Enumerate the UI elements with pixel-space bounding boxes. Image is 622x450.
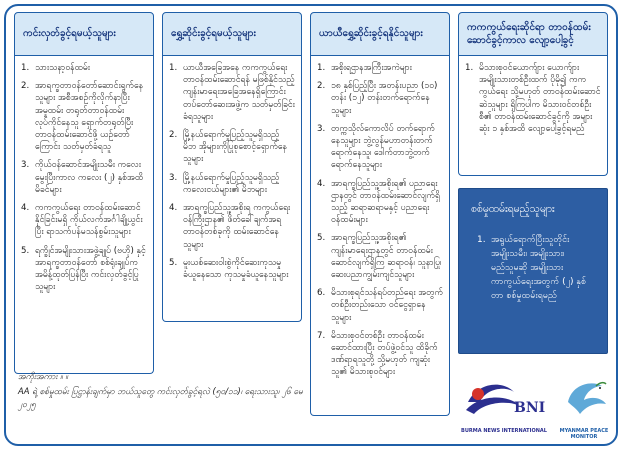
list-item: 7. မိသားစုဝင်တစ်ဦး တာဝန်ထမ်းဆောင်ထားပြီး တပ်ဖွဲ့ဝင်သူ ထိခိုက်ဒဏ်ရာရသူတို့ သို့မဟုတ် ကျဆုံးသူ၏ မိသားစုဝင်များ — [317, 330, 438, 378]
column-header: ကကကွယ်ရေးဆိုင်ရာ တာဝန်ထမ်းဆောင်ခွင့်ကာလ လျော့ပေါ့ခွင့် — [458, 12, 608, 56]
dove-icon — [552, 372, 616, 424]
obligation-item: 1. အရွယ်ရောက်ပြီးသူတိုင်း အမျိုးသမီး၊ အမျိုးသား၊ မည်သူမဆို အမျိုးသားကာကွယ်ရေးအတွက် (၂) နှစ်တာ စစ်မှုထမ်းရမည် — [477, 235, 587, 301]
bni-logo-text: BURMA NEWS INTERNATIONAL — [461, 428, 547, 434]
bni-emblem-icon — [458, 372, 550, 424]
column-header: ရွှေ့ဆိုင်းခွင့်ရမယ့်သူများ — [162, 12, 302, 56]
list-item: 2. မြို့နယ်ရောက်မှုပြည့်သူမရှိသည့် မိဘ အိုများကိုပြုစုစောင့်ရှောက်နေသူများ — [169, 130, 288, 165]
list-item: 2. အာရက္ခတာဝန်တော်ဆောင်းရွက်နေသူများ အစီအစဉ်ကိုလိုက်နာပြီးအမှုထမ်း တရုတ်တာဝန်ထမ်းလုပ်ကိုင်နေသူ ရှောက်တရုတ်ပြီး တာဝန်ထမ်းဆောင်ဖို့ ယဉ်တော်ကြောင်း သတ်မှတ်ခံရသူ — [21, 81, 144, 153]
bni-logo — [458, 372, 550, 436]
column-header: ကင်းလှတ်ခွင့်ရမယ့်သူများ — [14, 12, 154, 56]
list-item: 3. ကိုယ်ဝန်ဆောင်အမျိုးသမီး ကလေးမွေးပြီးကာလ ကလေး (၂) နှစ်အထိ မိခင်များ — [21, 160, 144, 195]
column-exempt — [14, 12, 154, 374]
list-item: 2. ၁၈ နှစ်ပြည့်ပြီး အတန်းပညာ (၁၀) တန်း (၁၂) တန်းတက်ရောက်နေသူများ — [317, 81, 438, 116]
column-temporary-deferral — [310, 12, 450, 416]
mpm-logo — [552, 372, 616, 440]
note-body: AA ရဲ့ စစ်မှုထမ်း ပြဋ္ဌာန်းချက်မှာ ဘယ်သူတွေ ကင်းလှတ်ခွင့်ရလဲ (၅၀/၁၁)၊ ရေးသားသူ၊ ၂၆ မေ ၂၀၂၅ — [18, 386, 303, 410]
list-item: 3. မြို့နယ်ရောက်မှုပြည့်သူမရှိသည့် ကလေးငယ်များ၏ မိဘများ — [169, 172, 280, 195]
obligation-box — [458, 188, 608, 354]
svg-text:BNI: BNI — [514, 400, 546, 416]
note-heading: အကိုးအကား ။ ။ — [18, 371, 68, 381]
obligation-title: စစ်မှုထမ်းရမည့်သူများ — [471, 203, 555, 215]
list-item: 1. ယာယီအခြေအနေ ကကကွယ်ရေးတာဝန်ထမ်းဆောင်ရန် မဖြစ်နိုင်သည့် ကျန်းမာရေးအခြေအနေရှိကြောင်း တပ်တော်ဆေးအဖွဲ့က သတ်မှတ်ခြင်း ခံရသူများ — [169, 63, 295, 122]
mpm-logo-text: MYANMAR PEACE MONITOR — [559, 428, 609, 440]
source-note — [18, 370, 308, 411]
column-body — [162, 56, 302, 322]
list-item: 4. ကကကွယ်ရေး တာဝန်ထမ်းဆောင်နိုင်ခြင်းမရှိ ကိုယ်လက်အင်္ဂါချို့ယွင်းပြီး ရာသက်ပန်မသန်စွမ်းသူများ — [21, 203, 143, 238]
list-item: 4. အာရက္ခပြည်သူ့အစိုးရ၏ ပညာရေးဌာနတွင် တာဝန်ထမ်းဆောင်လျက်ရှိသည့် ဆရာဆရာမနှင့် ပညာရေးဝန်ထမ်းများ — [317, 178, 440, 226]
list-item: 5. ရက္ခိုင်အမျိုးသားအဖွဲ့ချုပ် (ဗဟို) နှင့် အာရက္ခတာဝန်တော် စစ်ရုံးချုပ်က အမိန့်ထုတ်ပြန်ပြီး ကင်းလှတ်ခွင့်ပြုသူများ — [21, 245, 146, 293]
column-body — [310, 56, 450, 416]
column-deferral — [162, 12, 302, 322]
list-item: 1. မိသားစုဝင်ယောက်ျား ယောက်ျားအမျိုးသားတစ်ဦးထက် ပိုမို၍ ကကကွယ်ရေး သို့မဟုတ် တာဝန်ထမ်းဆောင်ဆဲသူများ ရှိကြပါက မိသားဝင်တစ်ဦးစီ၏ တာဝန်ထမ်းဆောင်ခွင့်ကို အများဆုံး ၁ နှစ်အထိ လျော့ပေါ့ခွင့်ရမည် — [465, 63, 601, 135]
list-item: 3. တက္ကသိုလ်ကောလိပ် တက်ရောက်နေသူများ ဘွဲ့လွန်မဟာတန်းတက်ရောက်နေသူ၊ ဒေါက်တာဘွဲ့တက်ရောက်နေသူများ — [317, 123, 435, 171]
list-item: 1. သားသနာ့ဝန်ထမ်း — [21, 63, 90, 73]
column-body — [14, 56, 154, 374]
column-body — [458, 56, 608, 176]
column-reduction — [458, 12, 608, 176]
list-item: 5. မူးယစ်ဆေးဝါးစွဲကိုင်ဆေးကုသမှု ခံယူနေသော ကုသမှုခံယူနေသူများ — [169, 257, 289, 281]
list-item: 4. အာရက္ခပြည်သူ့အစိုးရ ကကွယ်ရေးဝန်ကြီးဌာန၏ ဖိတ်ခေါ်ချက်အရ တာဝန်တစ်ခုကို ထမ်းဆောင်နေသူများ — [169, 203, 291, 250]
column-header: ယာယီရွှေ့ဆိုင်းခွင့်ရနိုင်သူများ — [310, 12, 450, 56]
list-item: 1. အစိုးရဌာနအကြီးအကဲများ — [317, 63, 412, 73]
list-item: 6. မိသားစုရင်သန်ရပ်တည်ရေး အတွက် တစ်ဦးတည်းသော ဝင်ငွေရှာနေသူများ — [317, 288, 443, 323]
list-item: 5. အာရက္ခပြည်သူ့အစိုးရ၏ ကျန်းမာရေးဌာနတွင် တာဝန်ထမ်းဆောင်လျက်ရှိကြ ဆရာဝန်၊ သူနာပြု၊ ဆေးပညာကျွမ်းကျင်သူများ — [317, 233, 442, 281]
